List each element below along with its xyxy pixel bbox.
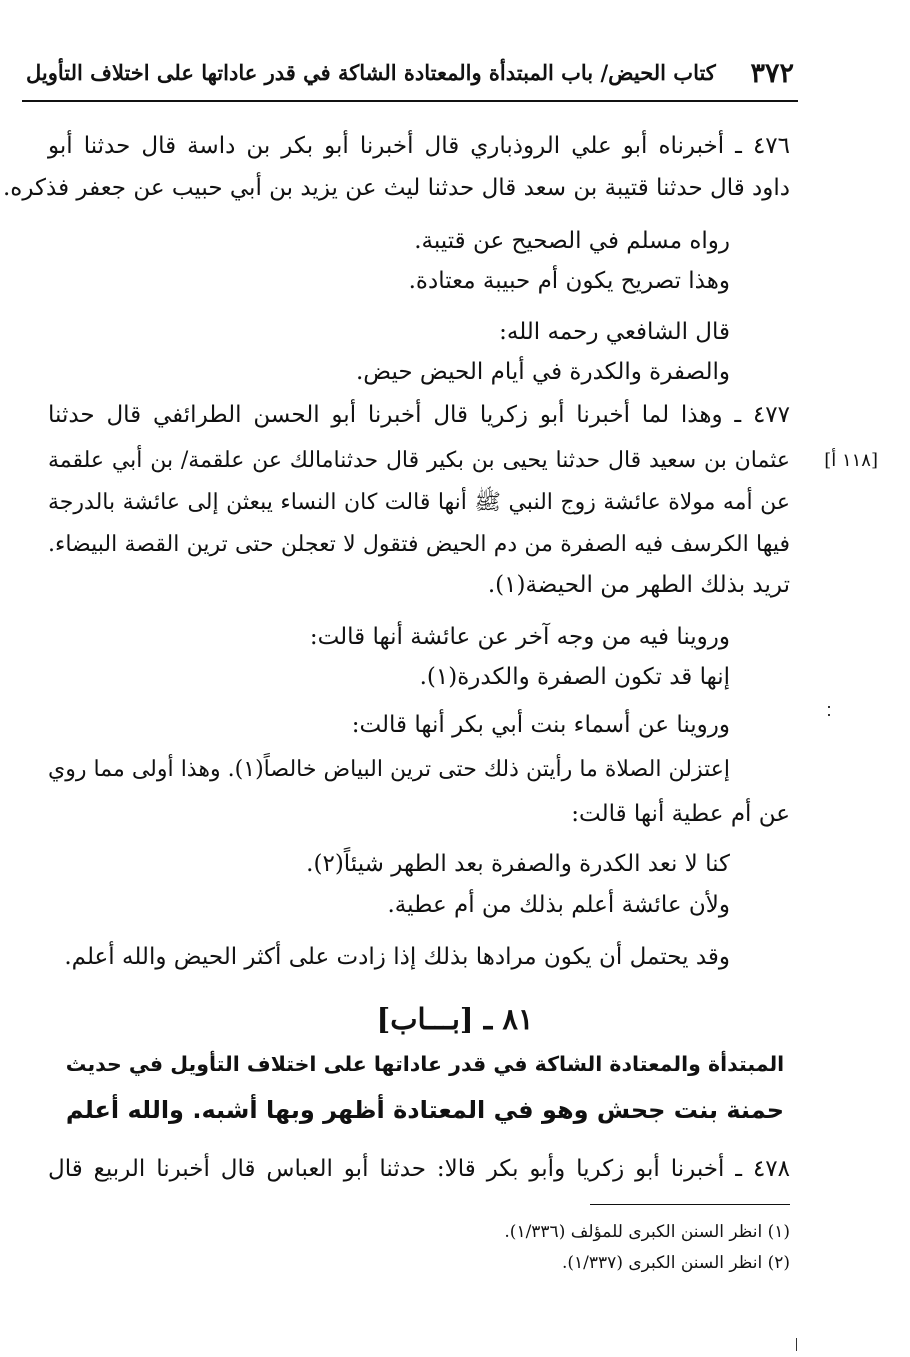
shafii-quote-intro: قال الشافعي رحمه الله: <box>499 319 730 345</box>
hadith-477-line-2: عثمان بن سعيد قال حدثنا يحيى بن بكير قال حدثنامالك عن علقمة/ بن أبي علقمة <box>48 448 790 473</box>
hadith-476-line-2: داود قال حدثنا قتيبة بن سعد قال حدثنا ليث عن يزيد بن أبي حبيب عن جعفر فذكره. <box>3 175 790 201</box>
conclusion-line: وقد يحتمل أن يكون مرادها بذلك إذا زادت على أكثر الحيض والله أعلم. <box>64 944 730 970</box>
hadith-478-line-1: ٤٧٨ ـ أخبرنا أبو زكريا وأبو بكر قالا: حدثنا أبو العباس قال أخبرنا الربيع قال <box>48 1156 790 1182</box>
chapter-title-line-1: المبتدأة والمعتادة الشاكة في قدر عاداتها على اختلاف التأويل في حديث <box>65 1052 785 1076</box>
narration-aisha-intro: وروينا فيه من وجه آخر عن عائشة أنها قالت: <box>309 624 730 650</box>
margin-folio-note: [١١٨ أ] <box>824 450 878 471</box>
argument-line: ولأن عائشة أعلم بذلك من أم عطية. <box>387 892 730 918</box>
footnote-2: (٢) انظر السنن الكبرى (١/٣٣٧). <box>562 1253 790 1273</box>
hadith-477-line-3: عن أمه مولاة عائشة زوج النبي ﷺ أنها قالت كان النساء يبعثن إلى عائشة بالدرجة <box>48 490 790 515</box>
chapter-title-line-2: حمنة بنت جحش وهو في المعتادة أظهر وبها أشبه. والله أعلم <box>65 1096 785 1124</box>
narration-umm-atiyya-quote: كنا لا نعد الكدرة والصفرة بعد الطهر شيئاً(٢). <box>306 851 730 877</box>
hadith-477-line-5: تريد بذلك الطهر من الحيضة(١). <box>487 572 790 598</box>
scan-speck <box>828 706 830 708</box>
footnote-1: (١) انظر السنن الكبرى للمؤلف (١/٣٣٦). <box>504 1222 790 1242</box>
narration-asma-quote: إعتزلن الصلاة ما رأيتن ذلك حتى ترين البياض خالصاً(١). وهذا أولى مما روي <box>48 757 730 782</box>
shafii-quote: والصفرة والكدرة في أيام الحيض حيض. <box>355 359 730 385</box>
narration-note: رواه مسلم في الصحيح عن قتيبة. <box>414 228 730 254</box>
hadith-477-line-1: ٤٧٧ ـ وهذا لما أخبرنا أبو زكريا قال أخبرنا أبو الحسن الطرائفي قال حدثنا <box>48 402 790 428</box>
hadith-476-line-1: ٤٧٦ ـ أخبرناه أبو علي الروذباري قال أخبرنا أبو بكر بن داسة قال حدثنا أبو <box>48 133 790 159</box>
scan-speck <box>796 1338 797 1351</box>
narration-aisha-quote: إنها قد تكون الصفرة والكدرة(١). <box>419 664 730 690</box>
narration-umm-atiyya-intro: عن أم عطية أنها قالت: <box>571 801 790 827</box>
chapter-number-heading: ٨١ ـ [بـــاب] <box>376 1002 534 1036</box>
footnote-separator <box>590 1204 790 1205</box>
page-number: ٣٧٢ <box>750 58 794 89</box>
running-title: كتاب الحيض/ باب المبتدأة والمعتادة الشاكة في قدر عاداتها على اختلاف التأويل <box>26 60 716 85</box>
running-header <box>22 52 798 102</box>
narration-note: وهذا تصريح يكون أم حبيبة معتادة. <box>408 268 730 294</box>
narration-asma-intro: وروينا عن أسماء بنت أبي بكر أنها قالت: <box>351 712 730 738</box>
scan-speck <box>828 714 830 716</box>
hadith-477-line-4: فيها الكرسف فيه الصفرة من دم الحيض فتقول لا تعجلن حتى ترين القصة البيضاء. <box>48 532 790 557</box>
